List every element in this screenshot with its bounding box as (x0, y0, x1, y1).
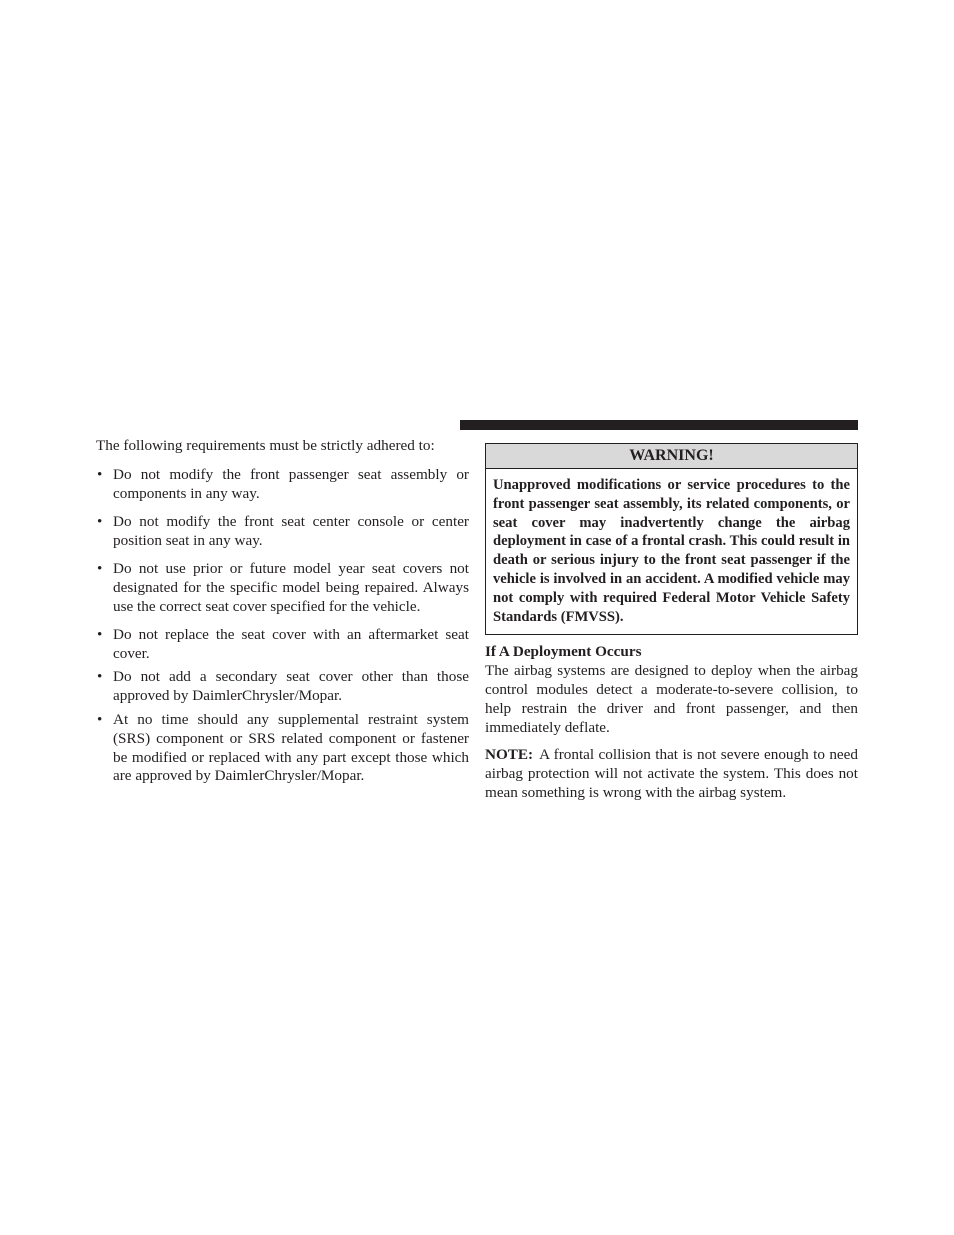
list-item (96, 668, 469, 706)
list-item (96, 711, 469, 786)
list-item-text: Do not add a secondary seat cover other than those approved by DaimlerChrysler/Mopar. (113, 668, 469, 705)
requirements-list (96, 466, 469, 786)
list-item-text: Do not replace the seat cover with an aftermarket seat cover. (113, 625, 469, 662)
list-item-text: Do not modify the front passenger seat assembly or components in any way. (113, 465, 469, 502)
bullet-icon: • (97, 668, 103, 686)
bullet-icon: • (97, 625, 103, 643)
section-header-bar (460, 420, 858, 430)
list-item (96, 626, 469, 664)
warning-title: WARNING! (486, 444, 857, 469)
note-text: A frontal collision that is not severe enough to need airbag protection will not activate the system. This does not mean something is wrong with the airbag system. (485, 746, 858, 801)
list-item-text: Do not use prior or future model year seat covers not designated for the specific model being repaired. Always use the correct seat cover specified for the vehicle. (113, 559, 469, 615)
left-column (96, 437, 469, 796)
requirements-intro: The following requirements must be strictly adhered to: (96, 437, 435, 454)
bullet-icon: • (97, 465, 103, 483)
bullet-icon: • (97, 512, 103, 530)
warning-box (485, 443, 858, 635)
note-paragraph (485, 746, 858, 802)
list-item (96, 513, 469, 551)
bullet-icon: • (97, 559, 103, 577)
bullet-icon: • (97, 711, 103, 729)
deployment-paragraph: The airbag systems are designed to deploy when the airbag control modules detect a moderate-to-severe collision, to help restrain the driver and front passenger, and then immediately deflate. (485, 662, 858, 736)
list-item-text: Do not modify the front seat center console or center position seat in any way. (113, 512, 469, 549)
note-label: NOTE: (485, 746, 534, 764)
right-column (485, 443, 858, 812)
list-item (96, 466, 469, 504)
warning-body: Unapproved modifications or service procedures to the front passenger seat assembly, its related components, or seat cover may inadvertently change the airbag deployment in case of a frontal crash. This could result in death or serious injury to the front seat passenger if the vehicle is involved in an accident. A modified vehicle may not comply with required Federal Motor Vehicle Safety Standards (FMVSS). (493, 477, 850, 625)
deployment-heading: If A Deployment Occurs (485, 643, 642, 661)
list-item (96, 560, 469, 616)
list-item-text: At no time should any supplemental restraint system (SRS) component or SRS related component or fastener be modified or replaced with any part except those which are approved by DaimlerChrysler/Mopar. (113, 711, 469, 785)
